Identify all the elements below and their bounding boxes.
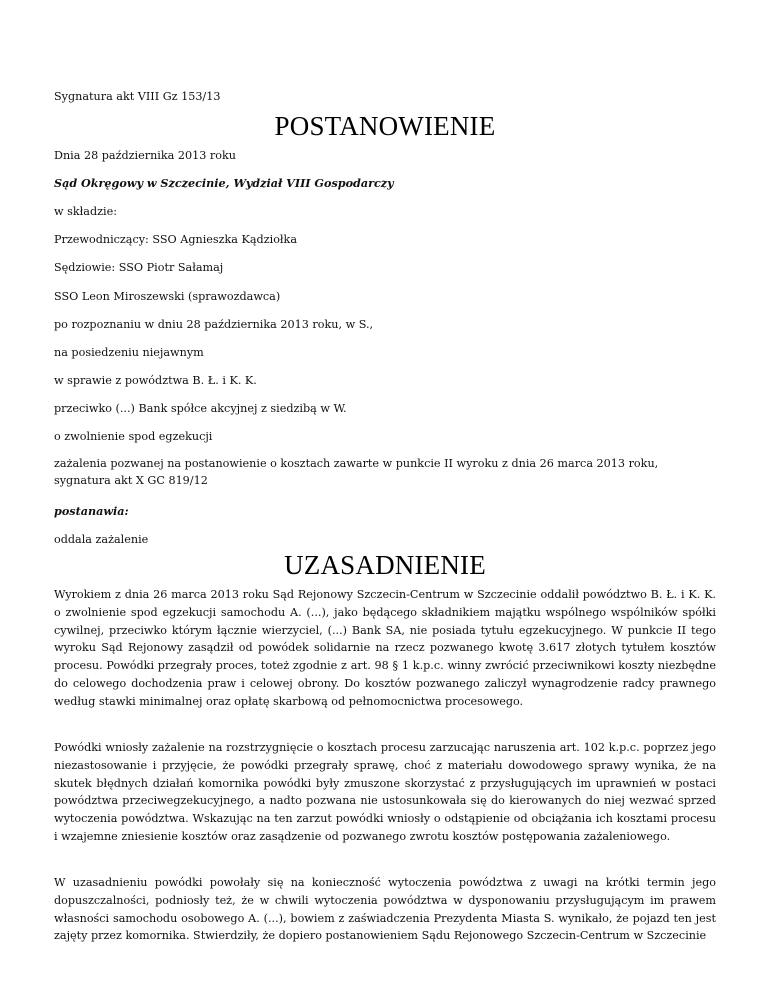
- reporting-judge: SSO Leon Miroszewski (sprawozdawca): [54, 290, 281, 303]
- justification-title: UZASADNIENIE: [284, 550, 486, 580]
- case-subject: o zwolnienie spod egzekucji: [54, 430, 213, 443]
- hearing-info: po rozpoznaniu w dniu 28 października 2013 roku, w S.,: [54, 318, 374, 331]
- decides-label: postanawia:: [54, 504, 129, 518]
- complaint-text: zażalenia pozwanej na postanowienie o kosztach zawarte w punkcie II wyroku z dnia 26 marca 2013 roku, sygnatura akt X GC 819/12: [54, 457, 659, 487]
- justification-paragraph-3: W uzasadnieniu powódki powołały się na konieczność wytoczenia powództwa z uwagi na krótki termin jego dopuszczalności, podniosły też, że w chwili wytoczenia powództwa w dysponowaniu przysługującym im prawem własności samochodu osobowego A. (...), bowiem z zaświadczenia Prezydenta Miasta S. wynikało, że pojazd ten jest zajęty przez komornika. Stwierdziły, że dopiero postanowieniem Sądu Rejonowego Szczecin-Centrum w Szczecinie: [54, 876, 716, 943]
- court-name: Sąd Okręgowy w Szczecinie, Wydział VIII Gospodarczy: [54, 176, 394, 190]
- ruling-text: oddala zażalenie: [54, 533, 149, 546]
- case-defendant: przeciwko (...) Bank spółce akcyjnej z siedzibą w W.: [54, 402, 347, 415]
- case-signature: Sygnatura akt VIII Gz 153/13: [54, 90, 221, 103]
- document-title: POSTANOWIENIE: [274, 111, 496, 141]
- justification-paragraph-1: Wyrokiem z dnia 26 marca 2013 roku Sąd Rejonowy Szczecin-Centrum w Szczecinie oddalił powództwo B. Ł. i K. K. o zwolnienie spod egzekucji samochodu A. (...), jako będącego składnikiem majątku wspólnego wspólników spółki cywilnej, przeciwko którym łącznie wierzyciel, (...) Bank SA, nie posiada tytułu egzekucyjnego. W punkcie II tego wyroku Sąd Rejonowy zasądził od powódek solidarnie na rzecz pozwanego kwotę 3.617 złotych tytułem kosztów procesu. Powódki przegrały proces, toteż zgodnie z art. 98 § 1 k.p.c. winny zwrócić przeciwnikowi koszty niezbędne do celowego dochodzenia praw i celowej obrony. Do kosztów pozwanego zaliczył wynagrodzenie radcy prawnego według stawki minimalnej oraz opłatę skarbową od pełnomocnictwa procesowego.: [54, 588, 716, 708]
- session-type: na posiedzeniu niejawnym: [54, 346, 204, 359]
- date-line: Dnia 28 października 2013 roku: [54, 149, 236, 162]
- composition-intro: w składzie:: [54, 205, 117, 218]
- justification-paragraph-2: Powódki wniosły zażalenie na rozstrzygnięcie o kosztach procesu zarzucając naruszenia art. 102 k.p.c. poprzez jego niezastosowanie i przyjęcie, że powódki przegrały sprawę, choć z materiału dowodowego sprawy wynika, że na skutek błędnych działań komornika powódki były zmuszone skorzystać z przysługujących im uprawnień w postaci powództwa przeciwegzekucyjnego, a nadto pozwana nie ustosunkowała się do kierowanych do niej wezwać sprzed wytoczenia powództwa. Wskazując na ten zarzut powódki wniosły o odstąpienie od obciążania ich kosztami procesu i wzajemne zniesienie kosztów oraz zasądzenie od pozwanego zwrotu kosztów postępowania zażaleniowego.: [54, 741, 716, 843]
- case-plaintiffs: w sprawie z powództwa B. Ł. i K. K.: [54, 374, 257, 387]
- judges: Sędziowie: SSO Piotr Sałamaj: [54, 261, 224, 274]
- presiding-judge: Przewodniczący: SSO Agnieszka Kądziołka: [54, 233, 298, 246]
